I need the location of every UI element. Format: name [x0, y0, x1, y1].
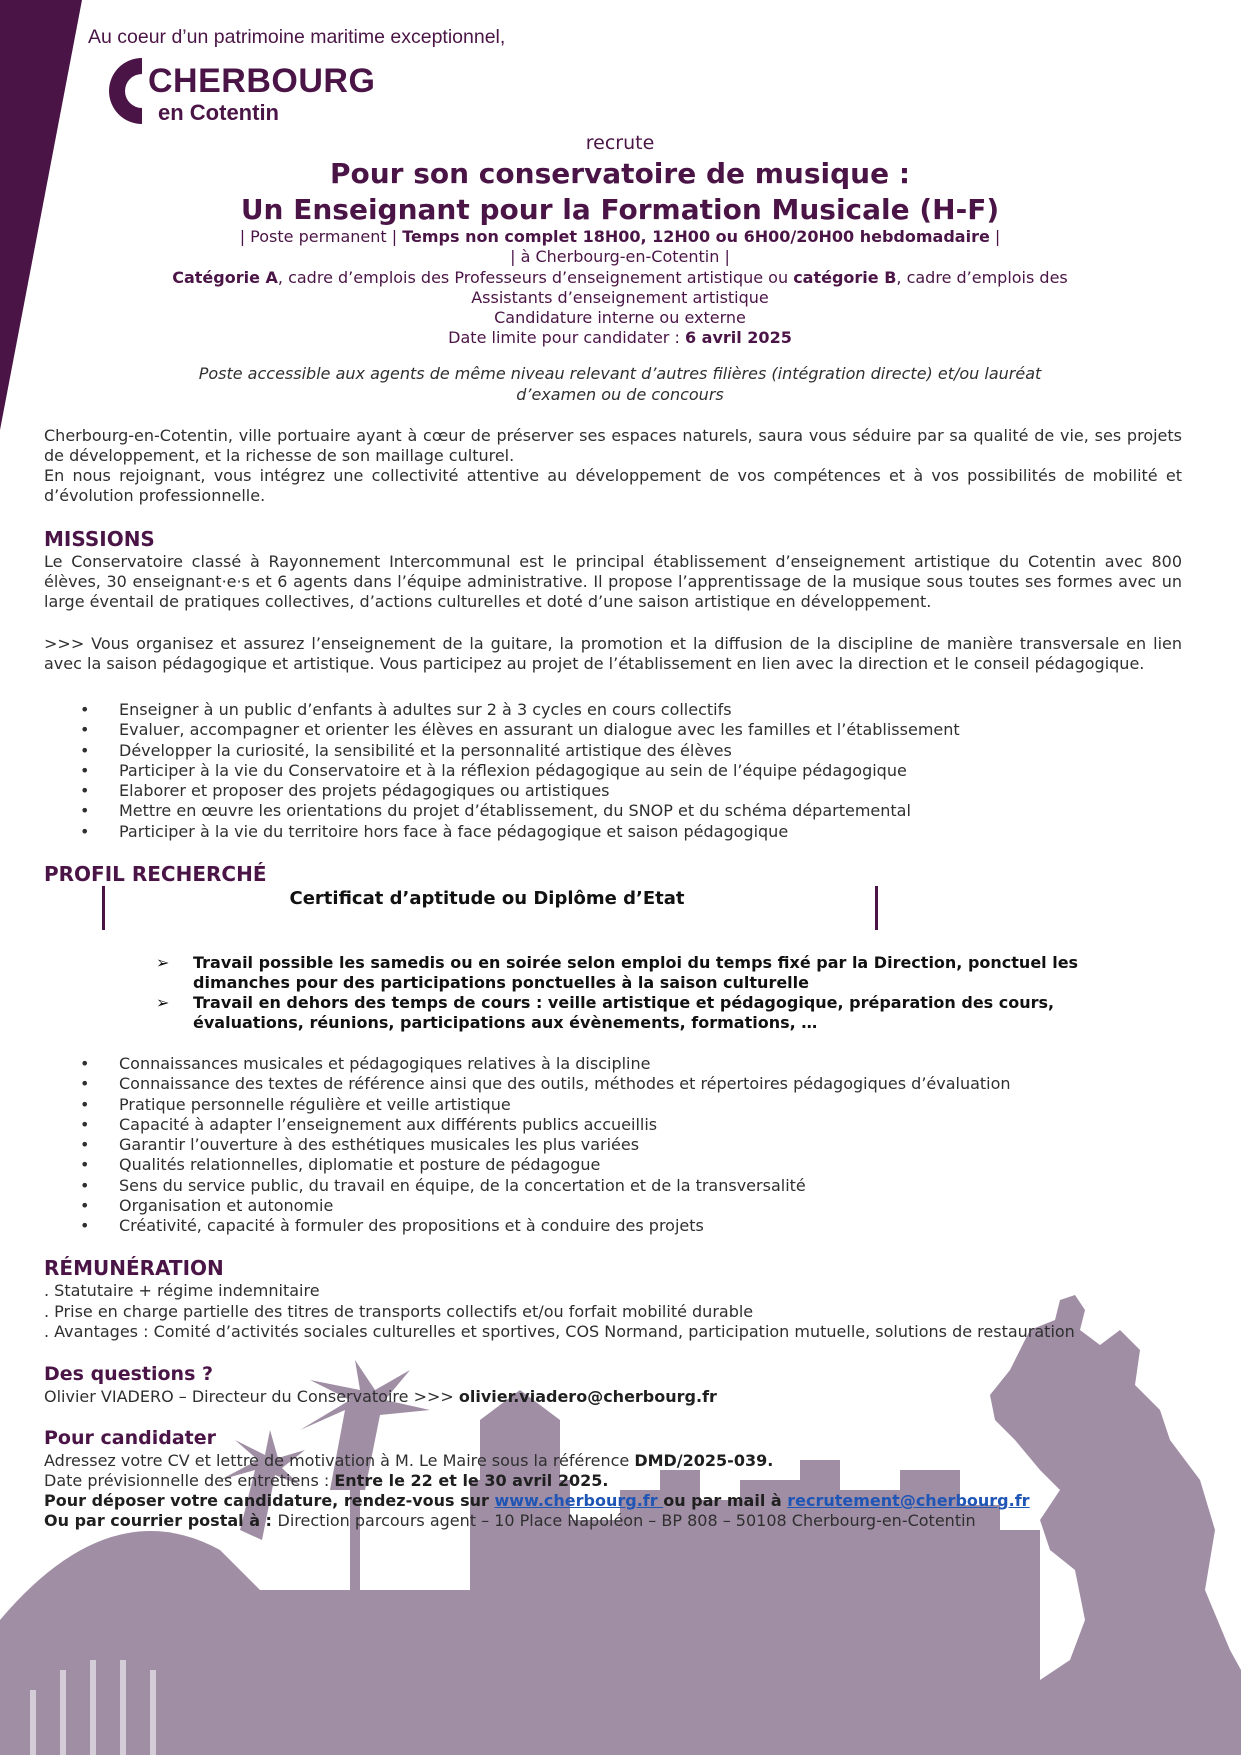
reference-prefix: Adressez votre CV et lettre de motivation à M. Le Maire sous la référence [44, 1451, 635, 1470]
title-line-2: Un Enseignant pour la Formation Musicale (H-F) [240, 193, 1000, 226]
categorie-b-text: , cadre d’emplois des [896, 268, 1068, 287]
list-item: • Participer à la vie du territoire hors face à face pédagogique et saison pédagogique [80, 822, 960, 842]
candidater-line-2 [44, 1471, 608, 1491]
missions-paragraph-2: >>> Vous organisez et assurez l’enseignement de la guitare, la promotion et la diffusion de la discipline de manière transversale en lien avec la saison pédagogique et artistique. Vous participez au projet de l’établissement en lien avec la direction et le conseil pédagogique. [44, 634, 1182, 673]
missions-heading: MISSIONS [44, 527, 155, 551]
remuneration-heading: RÉMUNÉRATION [44, 1256, 224, 1280]
questions-heading: Des questions ? [44, 1363, 214, 1385]
recrute-label: recrute [585, 132, 655, 154]
reference-code: DMD/2025-039. [634, 1451, 774, 1470]
arrow-icon: ➢ [156, 993, 170, 1012]
condition-item [156, 993, 1143, 1033]
list-item: • Sens du service public, du travail en équipe, de la concertation et de la transversalité [80, 1176, 1011, 1196]
remuneration-line: . Statutaire + régime indemnitaire [44, 1281, 320, 1300]
list-item: • Garantir l’ouverture à des esthétiques musicales les plus variées [80, 1135, 1011, 1155]
interview-prefix: Date prévisionnelle des entretiens : [44, 1471, 335, 1490]
logo-subtext: en Cotentin [158, 100, 279, 125]
postal-address: Direction parcours agent – 10 Place Napoléon – BP 808 – 50108 Cherbourg-en-Cotentin [277, 1511, 976, 1530]
candidater-line-4 [44, 1511, 976, 1531]
list-item: • Qualités relationnelles, diplomatie et posture de pédagogue [80, 1155, 1011, 1175]
access-line-2: d’examen ou de concours [516, 385, 724, 404]
categorie-line-2: Assistants d’enseignement artistique [471, 288, 769, 307]
apply-mid: ou par mail à [663, 1491, 788, 1510]
missions-list [80, 700, 960, 842]
contact-email: olivier.viadero@cherbourg.fr [458, 1387, 717, 1406]
postal-prefix: Ou par courrier postal à : [44, 1511, 278, 1530]
profil-list [80, 1054, 1011, 1237]
certificat-text: Certificat d’aptitude ou Diplôme d’Etat [289, 888, 685, 909]
condition-item [156, 953, 1143, 993]
candidature-type: Candidature interne ou externe [494, 308, 746, 327]
list-item: • Enseigner à un public d’enfants à adultes sur 2 à 3 cycles en cours collectifs [80, 700, 960, 720]
categorie-a: Catégorie A [172, 268, 278, 287]
poste-line [140, 227, 1100, 247]
list-item: • Participer à la vie du Conservatoire et à la réflexion pédagogique au sein de l’équipe pédagogique [80, 761, 960, 781]
poste-hours: Temps non complet 18H00, 12H00 ou 6H00/20H00 hebdomadaire [402, 227, 990, 246]
categorie-a-text: , cadre d’emplois des Professeurs d’enseignement artistique ou [277, 268, 794, 287]
decorative-band [0, 0, 90, 440]
candidater-line-1 [44, 1451, 773, 1471]
profil-heading: PROFIL RECHERCHÉ [44, 862, 267, 886]
logo-text: CHERBOURG [148, 62, 376, 100]
conditions-list [156, 953, 1143, 1033]
list-item: • Connaissances musicales et pédagogiques relatives à la discipline [80, 1054, 1011, 1074]
list-item: • Créativité, capacité à formuler des propositions et à conduire des projets [80, 1216, 1011, 1236]
list-item: • Elaborer et proposer des projets pédagogiques ou artistiques [80, 781, 960, 801]
list-item: • Organisation et autonomie [80, 1196, 1011, 1216]
contact-line [44, 1387, 717, 1407]
tagline: Au coeur d’un patrimoine maritime exceptionnel, [88, 26, 506, 48]
interview-dates: Entre le 22 et le 30 avril 2025. [334, 1471, 609, 1490]
remuneration-line: . Avantages : Comité d’activités sociales culturelles et sportives, COS Normand, participation mutuelle, solutions de restauration [44, 1322, 1075, 1341]
remuneration-line: . Prise en charge partielle des titres de transports collectifs et/ou forfait mobilité durable [44, 1302, 754, 1321]
job-title [140, 156, 1100, 228]
website-link[interactable]: www.cherbourg.fr [494, 1491, 664, 1510]
deadline-date: 6 avril 2025 [684, 328, 792, 347]
deadline-line [140, 328, 1100, 348]
deadline-prefix: Date limite pour candidater : [448, 328, 685, 347]
list-item: • Capacité à adapter l’enseignement aux différents publics accueillis [80, 1115, 1011, 1135]
list-item: • Connaissance des textes de référence ainsi que des outils, méthodes et répertoires pédagogiques d’évaluation [80, 1074, 1011, 1094]
access-line-1: Poste accessible aux agents de même niveau relevant d’autres filières (intégration directe) et/ou lauréat [198, 364, 1042, 383]
condition-text: Travail en dehors des temps de cours : veille artistique et pédagogique, préparation des cours, évaluations, réunions, participations aux évènements, formations, … [193, 993, 1055, 1032]
presentation-paragraph-1: Cherbourg-en-Cotentin, ville portuaire ayant à cœur de préserver ses espaces naturels, saura vous séduire par sa qualité de vie, ses projets de développement, et la richesse de son maillage culturel. [44, 426, 1182, 465]
recruitment-email-link[interactable]: recrutement@cherbourg.fr [787, 1491, 1030, 1510]
contact-prefix: Olivier VIADERO – Directeur du Conservatoire >>> [44, 1387, 459, 1406]
condition-text: Travail possible les samedis ou en soirée selon emploi du temps fixé par la Direction, ponctuel les dimanches pour des participations ponctuelles à la saison culturelle [193, 953, 1079, 992]
presentation-paragraph-2: En nous rejoignant, vous intégrez une collectivité attentive au développement de vos compétences et à vos possibilités de mobilité et d’évolution professionnelle. [44, 466, 1182, 505]
poste-prefix: | Poste permanent | [239, 227, 403, 246]
lieu-line: | à Cherbourg-en-Cotentin | [510, 247, 730, 266]
list-item: • Pratique personnelle régulière et veille artistique [80, 1095, 1011, 1115]
list-item: • Mettre en œuvre les orientations du projet d’établissement, du SNOP et du schéma départemental [80, 801, 960, 821]
missions-paragraph-1: Le Conservatoire classé à Rayonnement Intercommunal est le principal établissement d’enseignement artistique du Cotentin avec 800 élèves, 30 enseignant·e·s et 6 agents dans l’équipe administrative. Il propose l’apprentissage de la musique sous toutes ses formes avec un large éventail de pratiques collectives, d’actions culturelles et doté d’une saison artistique en développement. [44, 552, 1182, 611]
title-line-1: Pour son conservatoire de musique : [329, 157, 911, 190]
categorie-b: catégorie B [793, 268, 897, 287]
arrow-icon: ➢ [156, 953, 170, 972]
list-item: • Evaluer, accompagner et orienter les élèves en assurant un dialogue avec les familles et l’établissement [80, 720, 960, 740]
list-item: • Développer la curiosité, la sensibilité et la personnalité artistique des élèves [80, 741, 960, 761]
categorie-line [140, 268, 1100, 288]
cherbourg-logo [100, 52, 400, 132]
candidater-line-3 [44, 1491, 1030, 1511]
poste-suffix: | [989, 227, 1001, 246]
apply-prefix: Pour déposer votre candidature, rendez-vous sur [44, 1491, 495, 1510]
candidater-heading: Pour candidater [44, 1427, 216, 1449]
